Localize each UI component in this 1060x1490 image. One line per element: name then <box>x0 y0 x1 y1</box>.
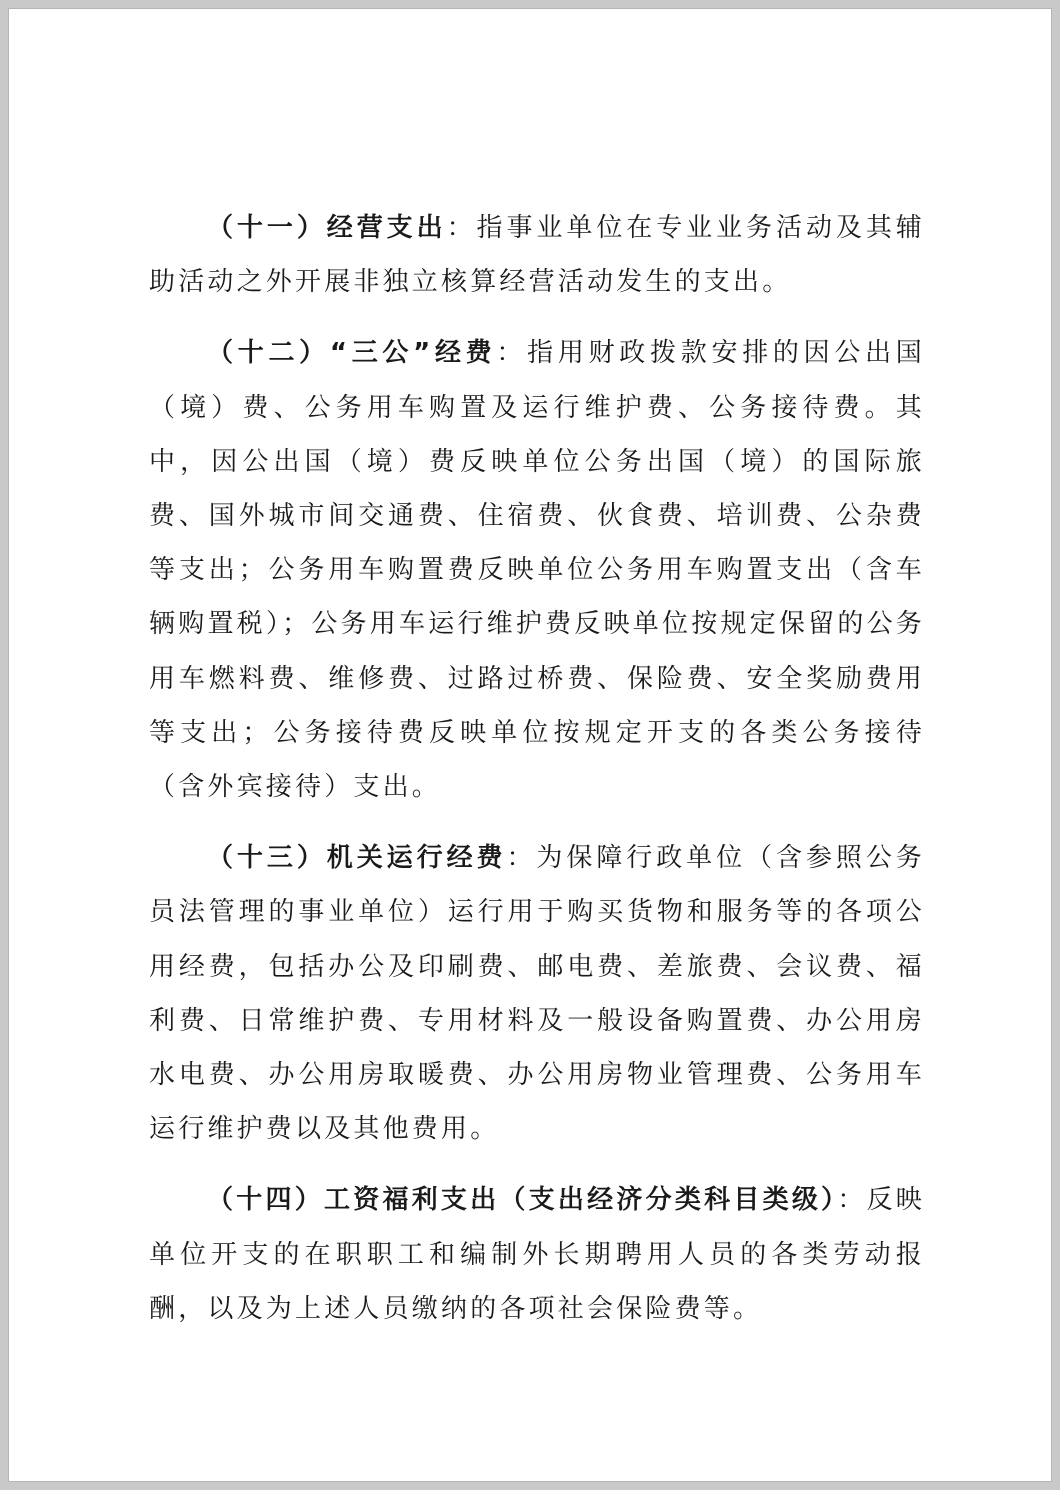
document-body <box>149 201 925 1336</box>
term-heading: （十四）工资福利支出（支出经济分类科目类级） <box>207 1185 838 1216</box>
term-separator: ： <box>837 1185 867 1216</box>
paragraph-wage-welfare-expenditure <box>149 1173 925 1336</box>
term-heading: （十二）“三公”经费 <box>207 338 497 369</box>
term-separator: ： <box>496 338 528 369</box>
paragraph-text: 指用财政拨款安排的因公出国（境）费、公务用车购置及运行维护费、公务接待费。其中，因公出国（境）费反映单位公务出国（境）的国际旅费、国外城市间交通费、住宿费、伙食费、培训费、公杂费等支出；公务用车购置费反映单位公务用车购置支出（含车辆购置税）；公务用车运行维护费反映单位按规定保留的公务用车燃料费、维修费、过路过桥费、保险费、安全奖励费用等支出；公务接待费反映单位按规定开支的各类公务接待（含外宾接待）支出。 <box>149 338 926 803</box>
term-heading: （十一）经营支出 <box>207 213 447 243</box>
paragraph-text: 反映单位开支的在职职工和编制外长期聘用人员的各类劳动报酬，以及为上述人员缴纳的各项社会保险费等。 <box>149 1185 926 1324</box>
term-heading: （十三）机关运行经费 <box>207 843 507 874</box>
document-page <box>8 8 1052 1482</box>
paragraph-operating-expenditure <box>149 201 925 309</box>
paragraph-agency-operating-funds <box>149 831 925 1156</box>
term-separator: ： <box>506 843 537 874</box>
paragraph-text: 为保障行政单位（含参照公务员法管理的事业单位）运行用于购买货物和服务等的各项公用经费，包括办公及印刷费、邮电费、差旅费、会议费、福利费、日常维护费、专用材料及一般设备购置费、办公用房水电费、办公用房取暖费、办公用房物业管理费、公务用车运行维护费以及其他费用。 <box>149 843 925 1145</box>
paragraph-three-public-expenses <box>149 326 925 814</box>
term-separator: ： <box>446 213 477 243</box>
paragraph-text: 指事业单位在专业业务活动及其辅助活动之外开展非独立核算经营活动发生的支出。 <box>149 213 925 298</box>
